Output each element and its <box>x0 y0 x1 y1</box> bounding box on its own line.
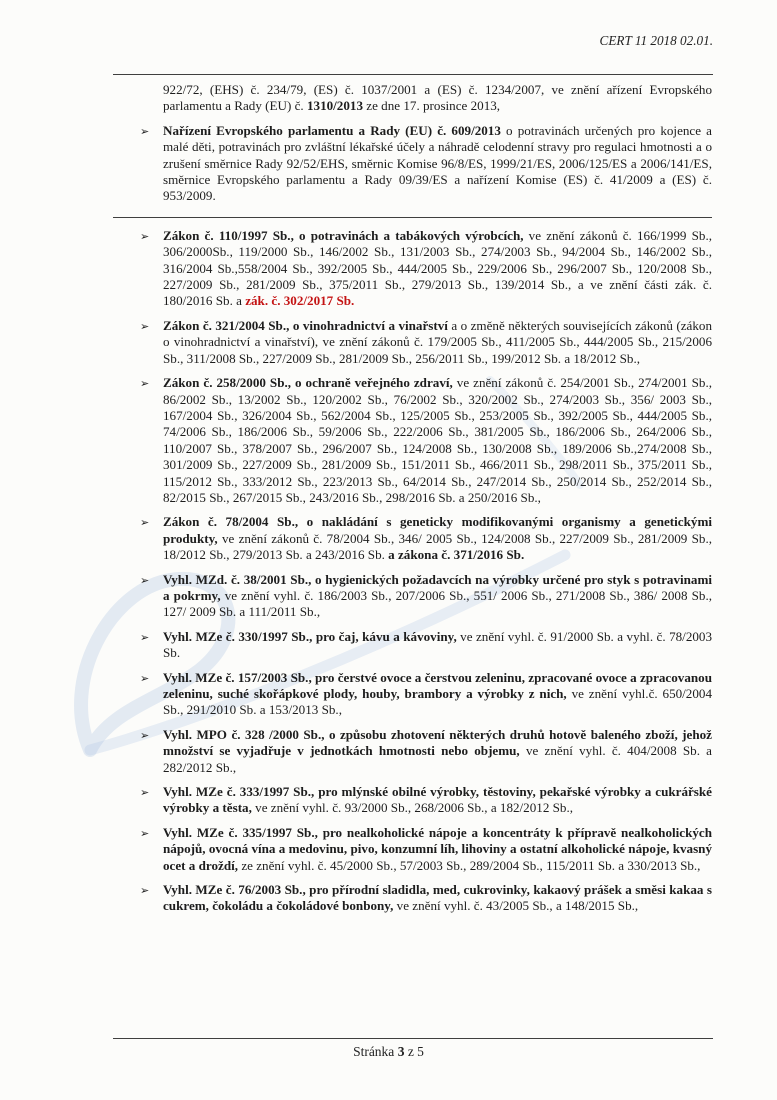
law-list-item <box>140 514 712 563</box>
law-amendments-text: ze znění vyhl. č. 45/2000 Sb., 57/2003 Sb., 289/2004 Sb., 115/2011 Sb. a 330/2013 Sb., <box>238 857 701 873</box>
law-amendments-text: a o změně některých souvisejících zákonů (zákon o vinohradnictví a vinařství), ve znění zákonů č. 179/2005 Sb., 411/2005 Sb., 444/2005 Sb., 215/2006 Sb., 311/2008 Sb., 227/2009 Sb., 281/2009 Sb., 256/2011 Sb., 199/2012 Sb. a 18/2012 Sb., <box>163 317 712 366</box>
law-list-item <box>140 784 712 817</box>
law-amendments-text: 922/72, (EHS) č. 234/79, (ES) č. 1037/2001 a (ES) č. 1234/2007, ve znění ařízení Evropského parlamentu a Rady (EU) č. <box>163 82 712 114</box>
law-list-item <box>140 228 712 310</box>
bullet-arrow-icon: ➢ <box>140 320 150 333</box>
law-amendments-text: ve znění vyhl. č. 404/2008 Sb. a 282/2012 Sb., <box>163 743 712 775</box>
law-amendments-text: ve znění vyhl. č. 43/2005 Sb., a 148/2015 Sb., <box>393 898 639 914</box>
law-amendments-text: ve znění vyhl. č. 91/2000 Sb. a vyhl. č. 78/2003 Sb. <box>163 628 713 661</box>
bullet-arrow-icon: ➢ <box>140 230 150 243</box>
footer-rule <box>113 1038 713 1039</box>
law-amendments-text: o potravinách určených pro kojence a malé děti, potravinách pro zvláštní lékařské účely a náhradě celodenní stravy pro regulaci hmotnosti a o zrušení směrnice Rady 92/52/EHS, směrnic Komise 96/8/ES, 1999/21/ES, 2006/125/ES a 2006/141/ES, směrnice Evropského parlamentu a Rady 09/39/ES a nařízení Komise (ES) č. 41/2009 a (ES) č. 953/2009. <box>163 122 712 204</box>
law-list-item <box>140 572 712 621</box>
bullet-arrow-icon: ➢ <box>140 729 150 742</box>
bullet-arrow-icon: ➢ <box>140 125 150 138</box>
law-title-text: 1310/2013 <box>306 98 363 114</box>
document-body <box>140 82 712 923</box>
law-amendments-text: ve znění vyhl.č. 650/2004 Sb., 291/2010 Sb. a 153/2013 Sb., <box>163 686 712 718</box>
law-title-text: Vyhl. MPO č. 328 /2000 Sb., o způsobu zhotovení některých druhů hotově baleného zboží, jehož množství se vyjadřuje v jednotkách hmotnosti nebo objemu, <box>163 726 712 759</box>
law-list-item <box>140 825 712 874</box>
law-title-text: Vyhl. MZd. č. 38/2001 Sb., o hygienických požadavcích na výrobky určené pro styk s potravinami a pokrmy, <box>163 571 712 603</box>
law-title-text: Vyhl. MZe č. 157/2003 Sb., pro čerstvé ovoce a čerstvou zeleninu, zpracované ovoce a zpracovanou zeleninu, suché skořápkové plody, houby, brambory a výrobky z nich, <box>163 669 712 701</box>
law-amendments-text: ve znění vyhl. č. 93/2000 Sb., 268/2006 Sb., a 182/2012 Sb., <box>251 800 574 816</box>
law-title-text: Zákon č. 78/2004 Sb., o nakládání s geneticky modifikovanými organismy a genetickými produkty, <box>163 514 712 546</box>
bullet-arrow-icon: ➢ <box>140 827 150 840</box>
law-list-item <box>140 375 712 506</box>
bullet-arrow-icon: ➢ <box>140 517 150 530</box>
document-reference: CERT 11 2018 02.01. <box>599 33 713 48</box>
law-amendments-text: ve znění zákonů č. 166/1999 Sb., 306/2000Sb., 119/2000 Sb., 146/2002 Sb., 131/2003 Sb., 274/2003 Sb., 94/2004 Sb., 146/2002 Sb., 316/2004 Sb.,558/2004 Sb., 392/2005 Sb., 444/2005 Sb., 229/2006 Sb., 296/2007 Sb., 120/2008 Sb., 227/2009 Sb., 281/2009 Sb., 375/2011 Sb., 279/2013 Sb., 139/2014 Sb., a ve znění části zák. č. 180/2016 Sb. a <box>163 227 712 309</box>
footer-page-number <box>0 1044 777 1060</box>
law-amendments-text: ve znění zákonů č. 78/2004 Sb., 346/ 2005 Sb., 124/2008 Sb., 227/2009 Sb., 281/2009 Sb., 18/2012 Sb., 279/2013 Sb. a 243/2016 Sb. <box>163 530 712 563</box>
law-title-text: Zákon č. 321/2004 Sb., o vinohradnictví a vinařství <box>163 317 448 333</box>
law-amendments-text: ve znění vyhl. č. 186/2003 Sb., 207/2006 Sb., 551/ 2006 Sb., 271/2008 Sb., 386/ 2008 Sb., 127/ 2009 Sb. a 111/2011 Sb., <box>163 587 712 620</box>
law-title-text: Nařízení Evropského parlamentu a Rady (EU) č. 609/2013 <box>163 122 501 138</box>
law-list-item <box>140 629 712 662</box>
bullet-arrow-icon: ➢ <box>140 672 150 685</box>
section-divider <box>113 217 712 218</box>
law-title-text: Vyhl. MZe č. 335/1997 Sb., pro nealkoholické nápoje a koncentráty k přípravě nealkoholických nápojů, ovocná vína a medovinu, pivo, konzumní líh, lihoviny a ostatní alkoholické nápoje, kvasný ocet a droždí, <box>163 824 712 873</box>
law-list-item <box>140 670 712 719</box>
continuation-paragraph <box>140 82 712 115</box>
law-amendments-text: ze dne 17. prosince 2013, <box>363 98 501 114</box>
footer-current-page: 3 <box>397 1044 405 1059</box>
law-title-text: Vyhl. MZe č. 76/2003 Sb., pro přírodní sladidla, med, cukrovinky, kakaový prášek a směsi kakaa s cukrem, čokoládu a čokoládové bonbony, <box>163 882 712 914</box>
law-title-text: Zákon č. 110/1997 Sb., o potravinách a tabákových výrobcích, <box>163 227 524 243</box>
law-title-text: Vyhl. MZe č. 330/1997 Sb., pro čaj, kávu a kávoviny, <box>163 628 457 644</box>
law-list-item <box>140 882 712 915</box>
red-highlight-text: zák. č. 302/2017 Sb. <box>245 293 355 309</box>
law-list-item <box>140 727 712 776</box>
header-rule <box>113 74 713 75</box>
footer-label-text: z 5 <box>404 1044 424 1059</box>
bullet-arrow-icon: ➢ <box>140 885 150 898</box>
footer-label-text: Stránka <box>353 1044 398 1059</box>
law-title-text: Vyhl. MZe č. 333/1997 Sb., pro mlýnské obilné výrobky, těstoviny, pekařské výrobky a cukrářské výrobky a těsta, <box>163 784 712 816</box>
bullet-arrow-icon: ➢ <box>140 787 150 800</box>
law-list-item <box>140 123 712 205</box>
law-amendments-text: ve znění zákonů č. 254/2001 Sb., 274/2001 Sb., 86/2002 Sb., 13/2002 Sb., 120/2002 Sb., 76/2002 Sb., 320/2002 Sb., 274/2003 Sb., 356/ 2003 Sb., 167/2004 Sb., 326/2004 Sb., 562/2004 Sb., 125/2005 Sb., 253/2005 Sb., 392/2005 Sb., 444/2005 Sb., 74/2006 Sb., 186/2006 Sb., 59/2006 Sb., 222/2006 Sb., 381/2005 Sb., 186/2006 Sb., 264/2006 Sb., 110/2007 Sb., 378/2007 Sb., 296/2007 Sb., 124/2008 Sb., 130/2008 Sb., 189/2006 Sb.,274/2008 Sb., 301/2009 Sb., 227/2009 Sb., 281/2009 Sb., 151/2011 Sb., 466/2011 Sb., 298/2011 Sb., 375/2011 Sb., 115/2012 Sb., 333/2012 Sb., 223/2013 Sb., 64/2014 Sb., 247/2014 Sb., 250/2014 Sb., 252/2014 Sb., 82/2015 Sb., 267/2015 Sb., 243/2016 Sb., 298/2016 Sb. a 250/2016 Sb., <box>163 375 712 505</box>
law-title-text: a zákona č. 371/2016 Sb. <box>388 547 525 563</box>
bullet-arrow-icon: ➢ <box>140 574 150 587</box>
bullet-arrow-icon: ➢ <box>140 378 150 391</box>
law-list-item <box>140 318 712 367</box>
bullet-arrow-icon: ➢ <box>140 631 150 644</box>
law-title-text: Zákon č. 258/2000 Sb., o ochraně veřejného zdraví, <box>163 375 453 391</box>
